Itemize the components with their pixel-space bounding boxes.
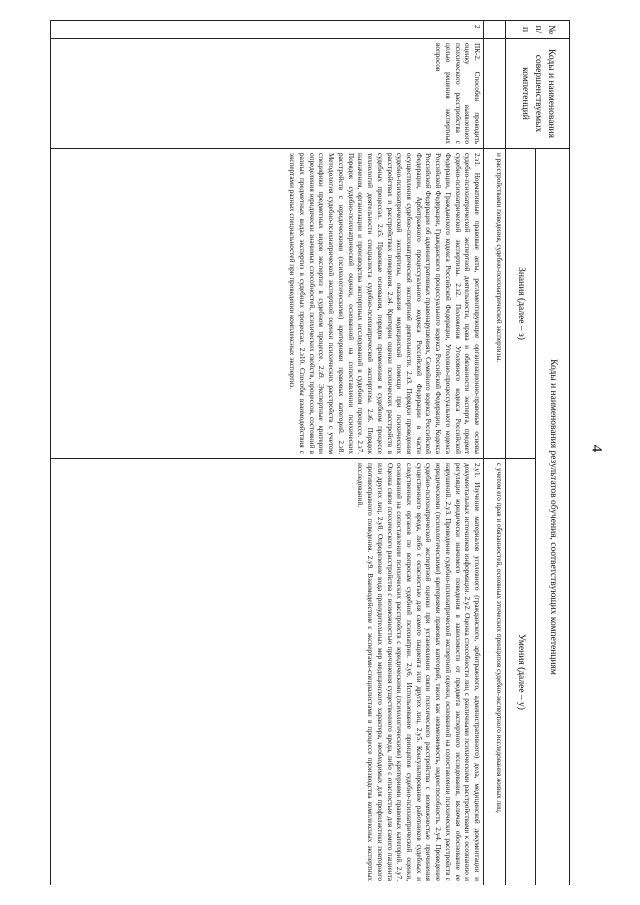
header-competency: Коды и наименования совершенствуемых компетенций <box>506 39 570 149</box>
carry-comp <box>484 39 506 149</box>
row-num: 2 <box>51 21 484 39</box>
carry-num <box>484 21 506 39</box>
header-results: Коды и наименования результатов обучения, соответствующих компетенциям <box>536 149 570 886</box>
header-knowledge: Знания (далее – з) <box>506 149 536 459</box>
row-skills: 2.у1. Изучение материалов уголовного (гражданского, арбитражного, административного) дела, медицинской документации и документальных источников информации. 2.у2. Оценка способности лиц с различными психическими расстройствами к осознанию и регуляции юридически значимого поведения в зависимости от предмета экспертного исследования, включая обоснование ее нарушений. 2.у3. Проведение судебно-психиатрической экспертной оценки, основанной на сопоставлении психических расстройств с юридическими (психологическими) критериями правовых категорий, таких как невменяемость, недееспособность. 2.у4. Проведение судебно-психиатрической экспертной оценки при установлении связи психического расстройства с возможностью причинения существенного вреда, либо с опасностью для самого пациента или других лиц. 2.у5. Консультирование работников судебных и следственных органов по вопросам судебной психиатрии. 2.у6. Использование принципов судебно-психиатрической оценки, основанной на сопоставлении психических расстройств с юридическими (психологическими) критериями правовых категорий. 2.у7. Оценка связи психического расстройства с возможностью причинения существенного вреда, либо с опасностью для самого пациента или других лиц. 2.у8. Определение вида принудительных мер медицинского характера, необходимых для профилактики повторного противоправного поведения. 2.у9. Взаимодействие с экспертами-специалистами в процессе производства комплексных экспертных исследований. <box>51 459 484 886</box>
row-knowledge: 2.з1. Нормативные правовые акты, регламентирующие организационно-правовые основы судебно-психиатрической экспертной деятельности, права и обязанности эксперта, предмет судебно-психиатрической экспертизы. 2.з2. Положения Уголовного кодекса Российской Федерации, Гражданского кодекса Российской Федерации, Уголовно-процессуального кодекса Российской Федерации, Гражданского процессуального кодекса Российской Федерации, Кодекса Российской Федерации об административных правонарушениях, Семейного кодекса Российской Федерации, Арбитражного процессуального кодекса Российской Федерации в части осуществления судебно-психиатрической экспертной деятельности. 2.з3. Порядки проведения судебно-психиатрической экспертизы, оказания медицинской помощи при психических расстройствах и расстройствах поведения. 2.з4. Критерии оценки психических расстройств в судебных процессах. 2.з5. Правовые основания, порядок применения в судебном процессе технологий деятельности специалиста судебно-психиатрической экспертизы. 2.з6. Порядок назначения, организации и производства экспертных исследований в судебном процессе. 2.з7. Порядок судебно-психиатрической оценки, основанной на сопоставлении психических расстройств с юридическими (психологическими) критериями правовых категорий. 2.з8. Методология судебно-психиатрической экспертной оценки психических расстройств с учетом специфики предметных видов экспертиз в судебном процессе. 2.з9. Экспертные критерии определения юридически значимых способностей, психических свойств, процессов, состояний в разных предметных видах экспертиз в судебных процессах. 2.з10. Способы взаимодействия с экспертами разных специальностей при проведении комплексных экспертиз. <box>51 149 484 459</box>
competency-table <box>50 20 570 885</box>
carry-skills: с учетом его прав и обязанностей, основных этических принципов судебно-экспертного исследования живых лиц. <box>484 459 506 886</box>
header-skills: Умения (далее – у) <box>506 459 536 886</box>
header-num: № п/п <box>506 21 570 39</box>
row-competency: ПК-2. Способен проводить оценку выявленного психического расстройства с целью решения экспертных вопросов <box>51 39 484 149</box>
rotator <box>50 20 570 885</box>
carry-knowledge: и расстройствами поведения, судебно-психиатрической экспертизы. <box>484 149 506 459</box>
page-number: 4 <box>588 444 605 453</box>
rotated-page <box>50 20 570 885</box>
